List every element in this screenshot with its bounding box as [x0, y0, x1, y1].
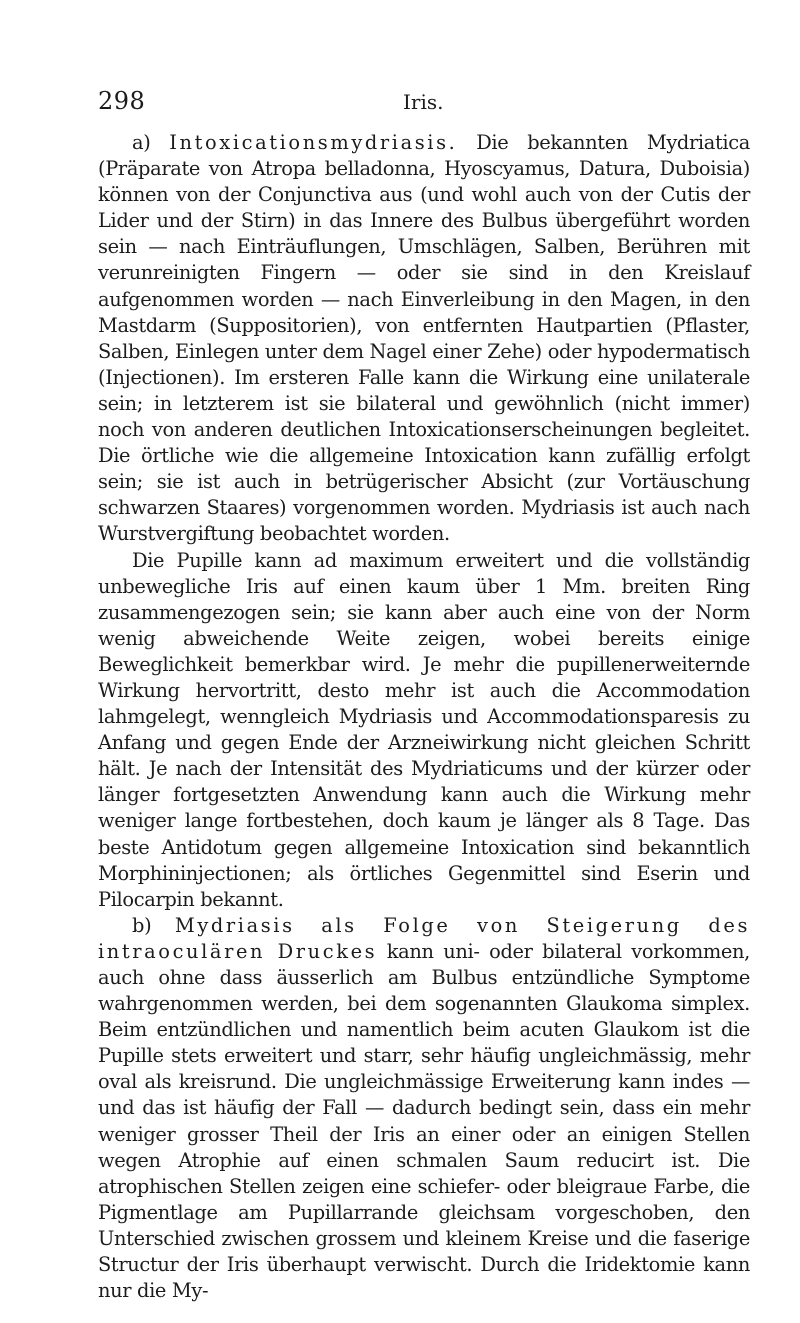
paragraph-text: Die bekannten Mydriatica (Präparate von Atropa belladonna, Hyoscyamus, Datura, Duboisia) können von der Conjunctiva aus (und wohl auch von der Cutis der Lider und der Stirn) in das Innere des Bulbus übergeführt worden sein — nach Einträuflungen, Umschlägen, Salben, Berühren mit verunreinigten Fingern — oder sie sind in den Kreislauf aufgenommen worden — nach Einverleibung in den Magen, in den Mastdarm (Suppositorien), von entfernten Hautpartien (Pflaster, Salben, Einlegen unter dem Nagel einer Zehe) oder hypodermatisch (Injectionen). Im ersteren Falle kann die Wirkung eine unilaterale sein; in letzterem ist sie bilateral und gewöhnlich (nicht immer) noch von anderen deutlichen Intoxicationserscheinungen begleitet. Die örtliche wie die allgemeine Intoxication kann zufällig erfolgt sein; sie ist auch in betrügerischer Absicht (zur Vortäuschung schwarzen Staares) vorgenommen worden. Mydriasis ist auch nach Wurstvergiftung beobachtet worden.: [98, 131, 750, 546]
paragraph-intraocular-pressure: [98, 913, 750, 1304]
paragraph-intoxication-mydriasis: [98, 130, 750, 548]
section-marker-a: a): [132, 131, 151, 154]
paragraph-text: kann uni- oder bilateral vorkommen, auch ohne dass äusserlich am Bulbus entzündliche Symptome wahrgenommen werden, bei dem sogenannten Glaukoma simplex. Beim entzündlichen und namentlich beim acuten Glaukom ist die Pupille stets erweitert und starr, sehr häufig ungleichmässig, mehr oval als kreisrund. Die ungleichmässige Erweiterung kann indes — und das ist häufig der Fall — dadurch bedingt sein, dass ein mehr weniger grosser Theil der Iris an einer oder an einigen Stellen wegen Atrophie auf einen schmalen Saum reducirt ist. Die atrophischen Stellen zeigen eine schiefer- oder bleigraue Farbe, die Pigmentlage am Pupillarrande gleichsam vorgeschoben, den Unterschied zwischen grossem und kleinem Kreise und die faserige Structur der Iris überhaupt verwischt. Durch die Iridektomie kann nur die My-: [98, 939, 750, 1303]
page-number: 298: [98, 87, 146, 115]
section-marker-b: b): [132, 913, 152, 937]
paragraph-text: Die Pupille kann ad maximum erweitert und die vollständig unbewegliche Iris auf einen kaum über 1 Mm. breiten Ring zusammengezogen sein; sie kann aber auch eine von der Norm wenig abweichende Weite zeigen, wobei bereits einige Beweglichkeit bemerkbar wird. Je mehr die pupillenerweiternde Wirkung hervortritt, desto mehr ist auch die Accommodation lahmgelegt, wenngleich Mydriasis und Accommodationsparesis zu Anfang und gegen Ende der Arzneiwirkung nicht gleichen Schritt hält. Je nach der Intensität des Mydriaticums und der kürzer oder länger fortgesetzten Anwendung kann auch die Wirkung mehr weniger lange fortbestehen, doch kaum je länger als 8 Tage. Das beste Antidotum gegen allgemeine Intoxication sind bekanntlich Morphininjectionen; als örtliches Gegenmittel sind Eserin und Pilocarpin bekannt.: [98, 548, 750, 911]
paragraph-pupil-dilation: [98, 548, 750, 913]
body-text: [98, 130, 750, 1304]
running-header: [98, 86, 750, 116]
section-heading-a: Intoxicationsmydriasis.: [169, 131, 458, 154]
section-heading-b: Mydriasis als Folge von Steigerung des intraoculären Druckes: [98, 913, 750, 963]
running-title: Iris.: [403, 90, 444, 114]
